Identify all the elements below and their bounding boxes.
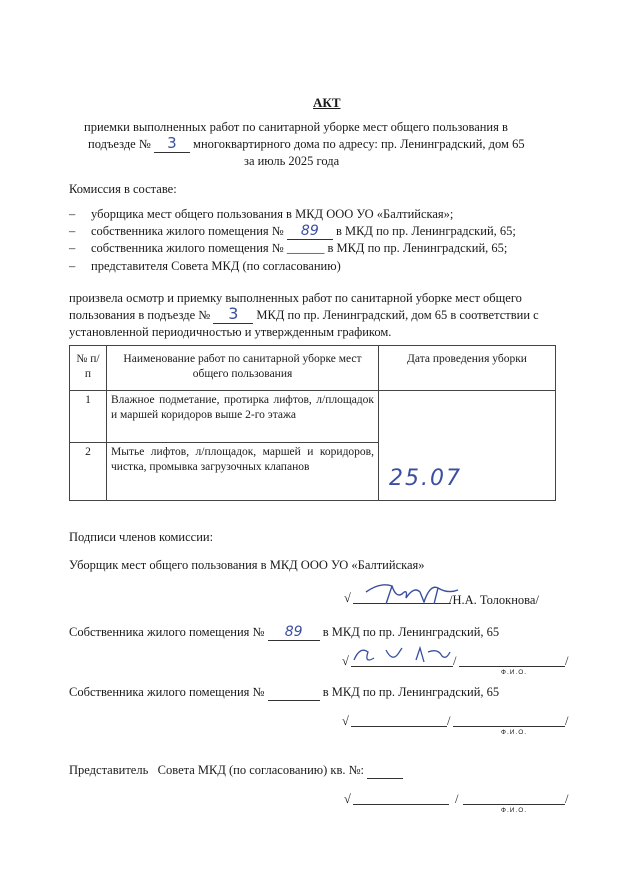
owner1-sign-prefix: Собственника жилого помещения №: [69, 625, 265, 639]
rep-signature-row: [69, 762, 403, 779]
statement-line2: [69, 304, 539, 324]
entrance-number-handwritten: 3: [167, 134, 177, 152]
owner1-signature-row: [69, 624, 499, 641]
row1-name: Влажное подметание, протирка лифтов, л/площадок и маршей коридоров выше 2-го этажа: [107, 391, 379, 443]
works-table: [69, 345, 556, 501]
owner1-fio-caption: Ф.И.О.: [501, 669, 528, 676]
owner2-sign-blank: [268, 684, 320, 701]
owner1-blank: [287, 223, 333, 240]
header-name: Наименование работ по санитарной уборке мест общего пользования: [107, 346, 379, 391]
row2-name: Мытье лифтов, л/площадок, маршей и коридоров, чистка, промывка загрузочных клапанов: [107, 443, 379, 501]
date-cell: [379, 391, 556, 501]
owner1-slash-end: /: [565, 654, 569, 668]
cleaner-label: Уборщик мест общего пользования в МКД ООО УО «Балтийская»: [69, 558, 425, 572]
owner1-apartment-handwritten: 89: [300, 223, 319, 239]
row2-num: 2: [70, 443, 107, 501]
cleaner-name: /Н.А. Толокнова/: [449, 593, 539, 607]
rep-slash: /: [455, 792, 459, 806]
table-header-row: [70, 346, 556, 391]
owner2-sign-prefix: Собственника жилого помещения №: [69, 685, 265, 699]
rep-slash-end: /: [565, 792, 569, 806]
statement-line1: произвела осмотр и приемку выполненных работ по санитарной уборке мест общего: [69, 291, 522, 305]
header-num: № п/п: [70, 346, 107, 391]
owner1-sign-apartment-handwritten: 89: [284, 624, 303, 640]
owner1-sign-suffix: в МКД по пр. Ленинградский, 65: [322, 625, 500, 639]
owner2-suffix: в МКД по пр. Ленинградский, 65;: [327, 241, 508, 255]
owner2-mark: √: [342, 714, 349, 728]
rep-apartment-blank: [367, 762, 403, 779]
rep-label: Представитель Совета МКД (по согласованию) кв. №:: [69, 763, 365, 777]
statement-entrance-prefix: пользования в подъезде №: [69, 308, 211, 322]
subtitle-entrance-prefix: подъезде №: [88, 137, 151, 151]
owner2-signature-row: [69, 684, 499, 701]
owner1-suffix: в МКД по пр. Ленинградский, 65;: [335, 224, 516, 238]
owner2-sign-suffix: в МКД по пр. Ленинградский, 65: [322, 685, 500, 699]
commission-member-cleaner: – уборщика мест общего пользования в МКД ООО УО «Балтийская»;: [91, 206, 453, 222]
owner2-slash: /: [447, 714, 451, 728]
owner2-signature-line: [351, 726, 447, 727]
statement-entrance-suffix: МКД по пр. Ленинградский, дом 65 в соответствии с: [256, 308, 539, 322]
subtitle-line3: за июль 2025 года: [244, 154, 340, 168]
owner1-sign-blank: [268, 624, 320, 641]
commission-member-owner2: [91, 240, 507, 256]
date-handwritten: 25.07: [389, 466, 462, 491]
commission-member-owner1: [91, 223, 516, 240]
subtitle-entrance-suffix: многоквартирного дома по адресу: пр. Ленинградский, дом 65: [193, 137, 525, 151]
header-date: Дата проведения уборки: [379, 346, 556, 391]
table-row: [70, 391, 556, 443]
signatures-heading: Подписи членов комиссии:: [69, 530, 214, 544]
owner1-fio-line: [459, 666, 565, 667]
rep-fio-caption: Ф.И.О.: [501, 807, 528, 814]
subtitle-line2: [88, 136, 525, 153]
statement-entrance-blank: [213, 304, 253, 324]
owner1-mark: √: [342, 654, 349, 668]
statement-line3: установленной периодичностью и утвержденным графиком.: [69, 325, 392, 339]
statement-entrance-handwritten: 3: [228, 304, 239, 323]
document-title: АКТ: [313, 95, 341, 110]
cleaner-mark: √: [344, 591, 351, 605]
row1-num: 1: [70, 391, 107, 443]
commission-heading: Комиссия в составе:: [69, 182, 177, 196]
owner1-slash: /: [453, 654, 457, 668]
rep-signature-line: [353, 804, 449, 805]
subtitle-line1: приемки выполненных работ по санитарной уборке мест общего пользования в: [84, 120, 508, 134]
rep-mark: √: [344, 792, 351, 806]
commission-member-council: – представителя Совета МКД (по согласованию): [91, 258, 341, 274]
owner2-blank: ______: [286, 241, 325, 255]
owner1-prefix: собственника жилого помещения №: [91, 224, 284, 238]
rep-fio-line: [463, 804, 565, 805]
owner2-prefix: собственника жилого помещения №: [91, 241, 284, 255]
subtitle-entrance-blank: [154, 136, 190, 153]
owner2-fio-caption: Ф.И.О.: [501, 729, 528, 736]
owner2-slash-end: /: [565, 714, 569, 728]
cleaner-signature-scribble: [362, 580, 462, 608]
owner2-fio-line: [453, 726, 565, 727]
owner1-signature-scribble: [350, 642, 457, 668]
